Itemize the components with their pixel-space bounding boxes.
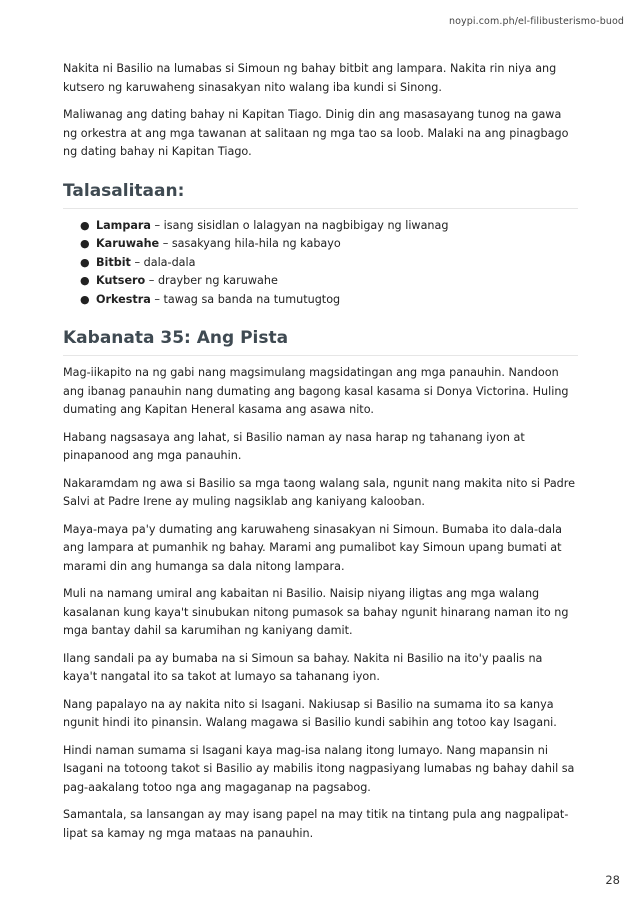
bullet-icon: ● bbox=[80, 237, 90, 251]
bullet-icon: ● bbox=[80, 218, 90, 232]
vocabulary-term: Orkestra bbox=[96, 292, 151, 306]
vocabulary-item bbox=[80, 291, 578, 310]
intro-paragraph: Maliwanag ang dating bahay ni Kapitan Tiago. Dinig din ang masasayang tunog na gawa ng orkestra at ang mga tawanan at salitaan ng mga tao sa loob. Malaki na ang pinagbago ng dating bahay ni Kapitan Tiago. bbox=[63, 108, 569, 158]
vocabulary-term: Karuwahe bbox=[96, 237, 160, 251]
vocabulary-item bbox=[80, 217, 578, 236]
page-number: 28 bbox=[605, 873, 620, 887]
intro-paragraph: Nakita ni Basilio na lumabas si Simoun ng bahay bitbit ang lampara. Nakita rin niya ang kutsero ng karuwaheng sinasakyan nito walang iba kundi si Sinong. bbox=[63, 62, 557, 94]
vocabulary-definition: – isang sisidlan o lalagyan na nagbibigay ng liwanag bbox=[150, 218, 449, 232]
bullet-icon: ● bbox=[80, 292, 90, 306]
chapter-paragraph: Hindi naman sumama si Isagani kaya mag-isa nalang itong lumayo. Nang mapansin ni Isagani na totoong takot si Basilio ay mabilis itong nagpasiyang lumabas ng bahay dahil sa pag-aakalang totoo nga ang magaganap na pagsabog. bbox=[63, 743, 575, 794]
document-body bbox=[63, 60, 578, 852]
vocabulary-definition: – tawag sa banda na tumutugtog bbox=[150, 292, 341, 306]
vocabulary-term: Kutsero bbox=[96, 274, 146, 288]
vocabulary-list bbox=[63, 217, 578, 310]
vocabulary-definition: – sasakyang hila-hila ng kabayo bbox=[159, 237, 341, 251]
vocabulary-heading: Talasalitaan: bbox=[63, 180, 578, 209]
chapter-paragraph: Nakaramdam ng awa si Basilio sa mga taong walang sala, ngunit nang makita nito si Padre Salvi at Padre Irene ay muling nagsiklab ang kaniyang kalooban. bbox=[63, 476, 576, 509]
vocabulary-term: Bitbit bbox=[96, 255, 131, 269]
chapter-paragraph: Habang nagsasaya ang lahat, si Basilio naman ay nasa harap ng tahanang iyon at pinapanood ang mga panauhin. bbox=[63, 430, 525, 463]
chapter-paragraph: Ilang sandali pa ay bumaba na si Simoun sa bahay. Nakita ni Basilio na ito'y paalis na kaya't nangatal ito sa takot at lumayo sa tahanang iyon. bbox=[63, 651, 543, 684]
chapter-paragraph: Mag-iikapito na ng gabi nang magsimulang magsidatingan ang mga panauhin. Nandoon ang ibanag panauhin nang dumating ang bagong kasal kasama si Donya Victorina. Huling dumating ang Kapitan Heneral kasama ang asawa nito. bbox=[63, 366, 569, 417]
chapter-paragraph: Muli na namang umiral ang kabaitan ni Basilio. Naisip niyang iligtas ang mga walang kasalanan kung kaya't sinubukan nitong pumasok sa bahay ngunit hinarang naman ito ng mga bantay dahil sa karumihan ng kaniyang damit. bbox=[63, 587, 569, 638]
vocabulary-definition: – dala-dala bbox=[130, 255, 196, 269]
vocabulary-item bbox=[80, 235, 578, 254]
chapter-paragraph: Nang papalayo na ay nakita nito si Isagani. Nakiusap si Basilio na sumama ito sa kanya ngunit hindi ito pinansin. Walang magawa si Basilio kundi sabihin ang totoo kay Isagani. bbox=[63, 697, 557, 730]
chapter-paragraph: Maya-maya pa'y dumating ang karuwaheng sinasakyan ni Simoun. Bumaba ito dala-dala ang lampara at pumanhik ng bahay. Marami ang pumalibot kay Simoun upang bumati at marami din ang humanga sa dala nitong lampara. bbox=[63, 522, 562, 573]
vocabulary-definition: – drayber ng karuwahe bbox=[145, 274, 278, 288]
vocabulary-term: Lampara bbox=[96, 218, 151, 232]
vocabulary-item bbox=[80, 254, 578, 273]
chapter-heading: Kabanata 35: Ang Pista bbox=[63, 327, 578, 356]
chapter-paragraph: Samantala, sa lansangan ay may isang papel na may titik na tintang pula ang nagpalipat-lipat sa kamay ng mga mataas na panauhin. bbox=[63, 808, 569, 840]
page-source-url: noypi.com.ph/el-filibusterismo-buod bbox=[448, 16, 624, 27]
vocabulary-item bbox=[80, 272, 578, 291]
bullet-icon: ● bbox=[80, 274, 90, 288]
bullet-icon: ● bbox=[80, 255, 90, 269]
